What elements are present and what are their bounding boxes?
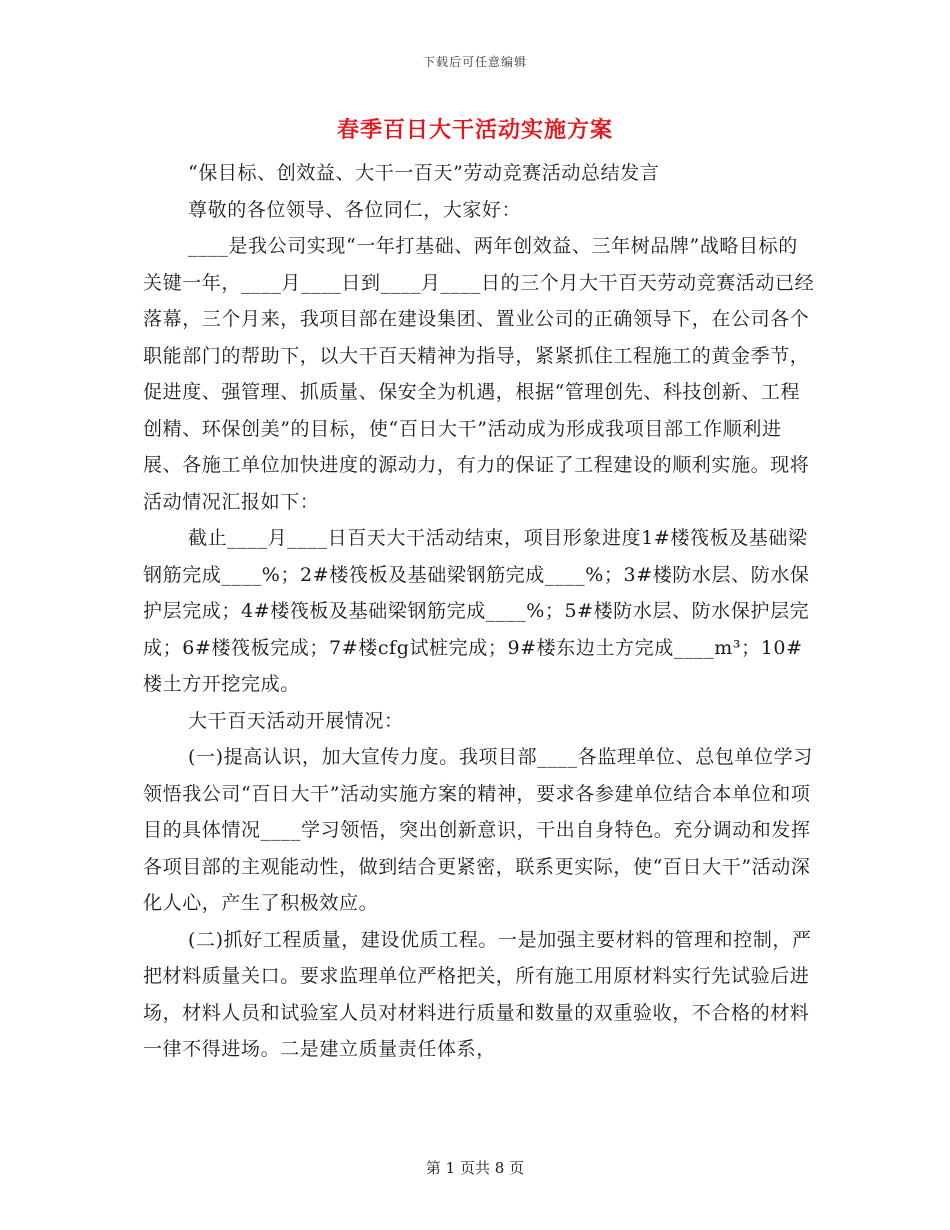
page-number: 第 1 页共 8 页 xyxy=(425,1159,525,1177)
paragraph-section-two: (二)抓好工程质量，建设优质工程。一是加强主要材料的管理和控制，严把材料质量关口。要求监理单位严格把关，所有施工用原材料实行先试验后进场，材料人员和试验室人员对材料进行质量和数量的双重验收，不合格的材料一律不得进场。二是建立质量责任体系， xyxy=(143,928,812,1060)
paragraph-section-one: (一)提高认识，加大宣传力度。我项目部____各监理单位、总包单位学习领悟我公司“百日大干”活动实施方案的精神，要求各参建单位结合本单位和项目的具体情况____学习领悟，突出创新意识，干出自身特色。充分调动和发挥各项目部的主观能动性，做到结合更紧密，联系更实际，使“百日大干”活动深化人心，产生了积极效应。 xyxy=(143,746,813,914)
paragraph-intro: ____是我公司实现“一年打基础、两年创效益、三年树品牌”战略目标的关键一年，____月____日到____月____日的三个月大干百天劳动竞赛活动已经落幕，三个月来，我项目部在建设集团、置业公司的正确领导下，在公司各个职能部门的帮助下，以大干百天精神为指导，紧紧抓住工程施工的黄金季节，促进度、强管理、抓质量、保安全为机遇，根据“管理创先、科技创新、工程创精、环保创美”的目标，使“百日大干”活动成为形成我项目部工作顺利进展、各施工单位加快进度的源动力，有力的保证了工程建设的顺利实施。现将活动情况汇报如下： xyxy=(143,235,815,513)
paragraph-greeting: 尊敬的各位领导、各位同仁，大家好： xyxy=(188,198,522,221)
paragraph-subtitle: “保目标、创效益、大干一百天”劳动竞赛活动总结发言 xyxy=(188,162,660,184)
header-note: 下载后可任意编辑 xyxy=(422,55,527,69)
paragraph-progress: 截止____月____日百天大干活动结束，项目形象进度1#楼筏板及基础梁钢筋完成____%；2#楼筏板及基础梁钢筋完成____%；3#楼防水层、防水保护层完成；4#楼筏板及基础梁钢筋完成____%；5#楼防水层、防水保护层完成；6#楼筏板完成；7#楼cfg试桩完成；9#楼东边土方完成____m³；10#楼土方开挖完成。 xyxy=(143,527,810,695)
document-title: 春季百日大干活动实施方案 xyxy=(336,117,613,143)
document-body xyxy=(143,155,815,1068)
paragraph-section-heading: 大干百天活动开展情况： xyxy=(188,709,404,732)
